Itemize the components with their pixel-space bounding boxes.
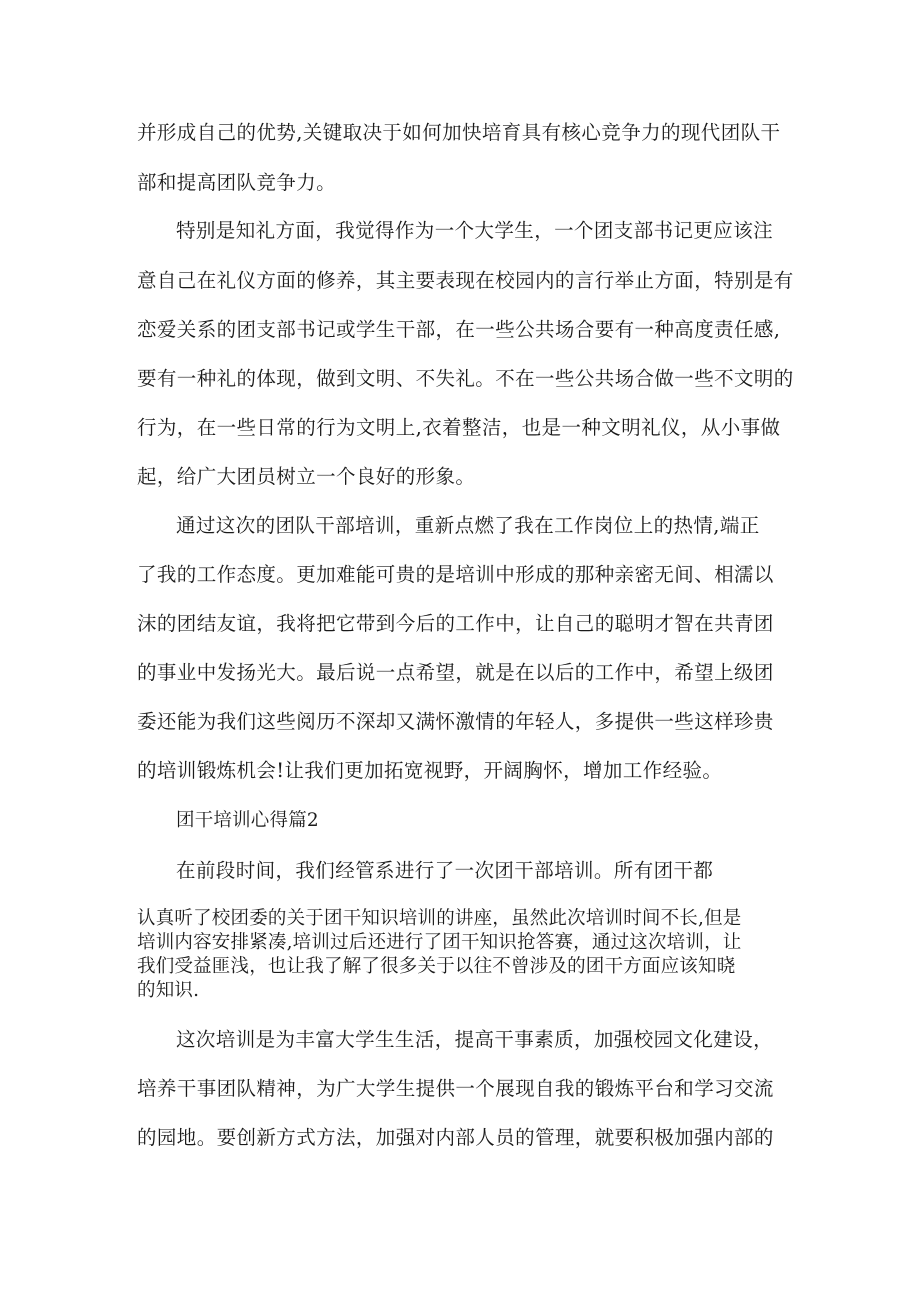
paragraph-first-line: 特别是知礼方面，我觉得作为一个大学生，一个团支部书记更应该注 (176, 219, 774, 242)
text-line: 培训内容安排紧凑,培训过后还进行了团干知识抢答赛，通过这次培训，让 (137, 932, 742, 953)
text-line: 沫的团结友谊，我将把它带到今后的工作中，让自己的聪明才智在共青团 (137, 612, 774, 635)
text-line: 的培训锻炼机会!让我们更加拓宽视野，开阔胸怀，增加工作经验。 (137, 759, 723, 782)
text-line: 行为，在一些日常的行为文明上,衣着整洁，也是一种文明礼仪，从小事做 (137, 416, 781, 439)
paragraph-first-line: 通过这次的团队干部培训，重新点燃了我在工作岗位上的热情,端正 (176, 514, 760, 537)
text-line: 要有一种礼的体现，做到文明、不失礼。不在一些公共场合做一些不文明的 (137, 367, 794, 390)
section-heading: 团干培训心得篇2 (176, 810, 319, 831)
text-line: 我们受益匪浅，也让我了解了很多关于以往不曾涉及的团干方面应该知晓 (137, 956, 736, 977)
text-line: 恋爱关系的团支部书记或学生干部，在一些公共场合要有一种高度责任感, (137, 318, 781, 341)
text-line: 的园地。要创新方式方法，加强对内部人员的管理，就要积极加强内部的 (137, 1126, 774, 1149)
text-line: 的事业中发扬光大。最后说一点希望，就是在以后的工作中，希望上级团 (137, 661, 774, 684)
text-line: 委还能为我们这些阅历不深却又满怀激情的年轻人，多提供一些这样珍贵 (137, 710, 774, 733)
text-line: 起，给广大团员树立一个良好的形象。 (137, 465, 476, 488)
paragraph-first-line: 在前段时间，我们经管系进行了一次团干部培训。所有团干都 (176, 859, 714, 882)
paragraph-first-line: 这次培训是为丰富大学生生活，提高干事素质，加强校园文化建设， (176, 1028, 774, 1051)
text-line: 的知识. (137, 980, 200, 1001)
text-line: 认真听了校团委的关于团干知识培训的讲座，虽然此次培训时间不长,但是 (137, 908, 742, 929)
text-line: 了我的工作态度。更加难能可贵的是培训中形成的那种亲密无间、相濡以 (137, 563, 774, 586)
text-line: 意自己在礼仪方面的修养，其主要表现在校园内的言行举止方面，特别是有 (137, 269, 794, 292)
text-line: 部和提高团队竞争力。 (137, 171, 337, 194)
text-line: 并形成自己的优势,关键取决于如何加快培育具有核心竞争力的现代团队干 (137, 121, 781, 144)
text-line: 培养干事团队精神，为广大学生提供一个展现自我的锻炼平台和学习交流 (137, 1077, 774, 1100)
